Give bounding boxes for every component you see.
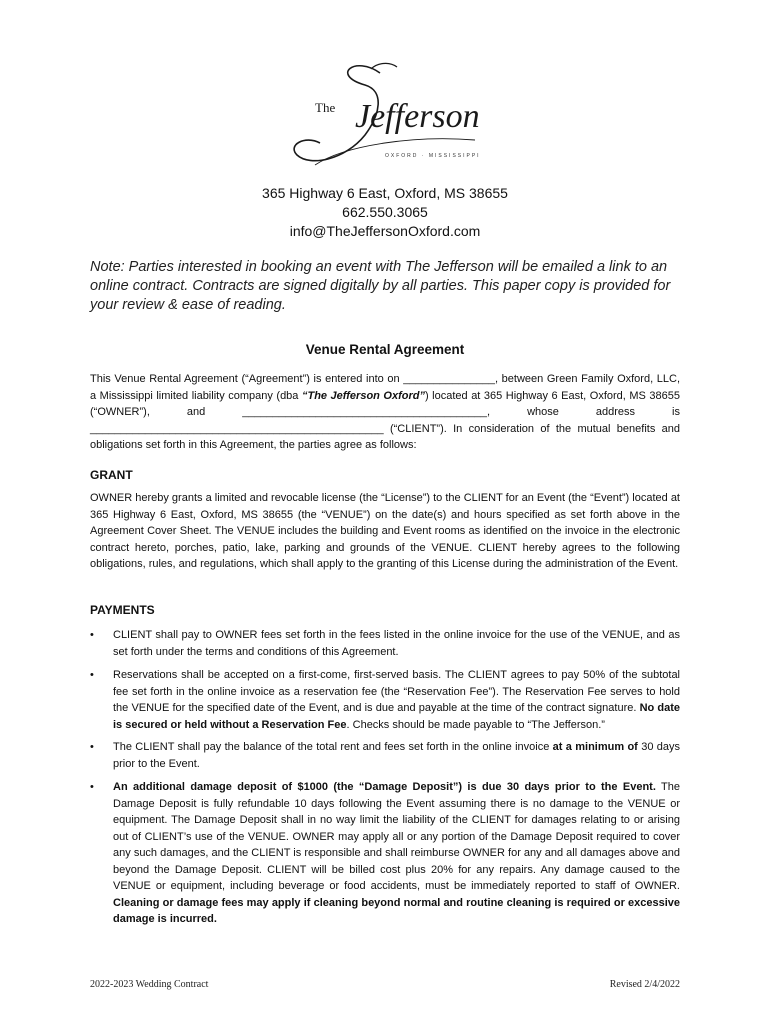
note-paragraph: Note: Parties interested in booking an event with The Jefferson will be emailed a link to an online contract. Contracts are signed digitally by all parties. This paper copy is provided for your review & ease of reading. xyxy=(90,259,671,313)
intro-part1: This Venue Rental Agreement (“Agreement”) is entered into on _______________, between Green Family Oxford, LLC, a Mississippi limited liability company (dba xyxy=(90,373,680,402)
agreement-title: Venue Rental Agreement xyxy=(305,342,465,357)
payment-item-3-body: The CLIENT shall pay the balance of the total rent and fees set forth in the online invoice xyxy=(113,741,553,753)
payment-item-4-bold: An additional damage deposit of $1000 (the “Damage Deposit”) is due 30 days prior to the Event. xyxy=(113,781,656,793)
grant-paragraph: OWNER hereby grants a limited and revocable license (the “License”) to the CLIENT for an Event (the “Event”) located at 365 Highway 6 East, Oxford, MS 38655 (the “VENUE”) on the date(s) and hours specified as set forth above in the Agreement Cover Sheet. The VENUE includes the building and Event rooms as identified on the invoice in the electronic contract hereto, porches, patio, lake, parking and grounds of the VENUE. CLIENT hereby agrees to the following obligations, rules, and regulations, which shall apply to the granting of this License during the administration of the Event. xyxy=(90,492,680,570)
payment-item-2-bold: No date is secured or held without a Reservation Fee xyxy=(113,702,681,731)
payment-item-4-bold-tail: Cleaning or damage fees may apply if cleaning beyond normal and routine cleaning is required or excessive damage is incurred. xyxy=(113,896,680,925)
bullet-icon: • xyxy=(90,629,94,641)
payments-heading: PAYMENTS xyxy=(90,603,155,617)
payment-item-2-tail: . Checks should be made payable to “The Jefferson.” xyxy=(346,718,605,731)
intro-paragraph xyxy=(90,371,680,454)
payment-item-2-body: Reservations shall be accepted on a first-come, first-served basis. The CLIENT agrees to pay 50% of the subtotal fee set forth in the online invoice as a reservation fee (the “Reservation Fee”). The Reservation Fee serves to hold the VENUE for the specified date of the Event, and is due and payable at the time of the contract signature. xyxy=(113,669,680,714)
logo-prefix: The xyxy=(315,100,336,115)
address-line: 365 Highway 6 East, Oxford, MS 38655 xyxy=(262,185,508,201)
email-line: info@TheJeffersonOxford.com xyxy=(289,223,481,239)
phone-line: 662.550.3065 xyxy=(342,204,428,220)
intro-part2: ) located at 365 Highway 6 East, Oxford, MS 38655 (“OWNER”), and ________________________________________, whose address is ________________________________________________ (“CLIENT”). In consideration of the mutual benefits and obligations set forth in this Agreement, the parties agree as follows: xyxy=(90,389,681,451)
grant-heading: GRANT xyxy=(90,468,133,482)
payment-item-2-text xyxy=(113,667,680,733)
payment-item-3-tail: 30 days prior to the Event. xyxy=(113,741,681,770)
payment-item-1-text: CLIENT shall pay to OWNER fees set forth in the fees listed in the online invoice for the use of the VENUE, and as set forth under the terms and conditions of this Agreement. xyxy=(113,629,680,658)
jefferson-logo xyxy=(285,55,485,180)
intro-dba: “The Jefferson Oxford” xyxy=(301,389,425,402)
footer-right: Revised 2/4/2022 xyxy=(609,979,680,990)
payment-item-4-body: The Damage Deposit is fully refundable 10 days following the Event assuming there is no damage to the VENUE or equipment. The Damage Deposit shall in no way limit the liability of the CLIENT for damages relating to or arising out of CLIENT’s use of the VENUE. OWNER may apply all or any portion of the Damage Deposit required to cover any such damages, and the CLIENT is responsible and shall reimburse OWNER for any and all damages above and beyond the Damage Deposit. CLIENT will be billed cost plus 20% for any repairs. Any damage caused to the VENUE or equipment, including beverage or food accidents, must be immediately reported to staff of OWNER. xyxy=(113,781,681,892)
logo-tagline: OXFORD · MISSISSIPPI xyxy=(385,153,481,159)
footer-left: 2022-2023 Wedding Contract xyxy=(90,979,209,990)
payment-item-4-text xyxy=(113,779,680,928)
bullet-icon: • xyxy=(90,741,94,753)
payment-item-3-text xyxy=(113,739,680,772)
logo-name: Jefferson xyxy=(355,98,480,135)
bullet-icon: • xyxy=(90,669,94,681)
bullet-icon: • xyxy=(90,781,94,793)
jefferson-logo-graphic xyxy=(285,55,485,180)
contact-block xyxy=(0,184,770,241)
payment-item-3-bold: at a minimum of xyxy=(552,741,638,753)
